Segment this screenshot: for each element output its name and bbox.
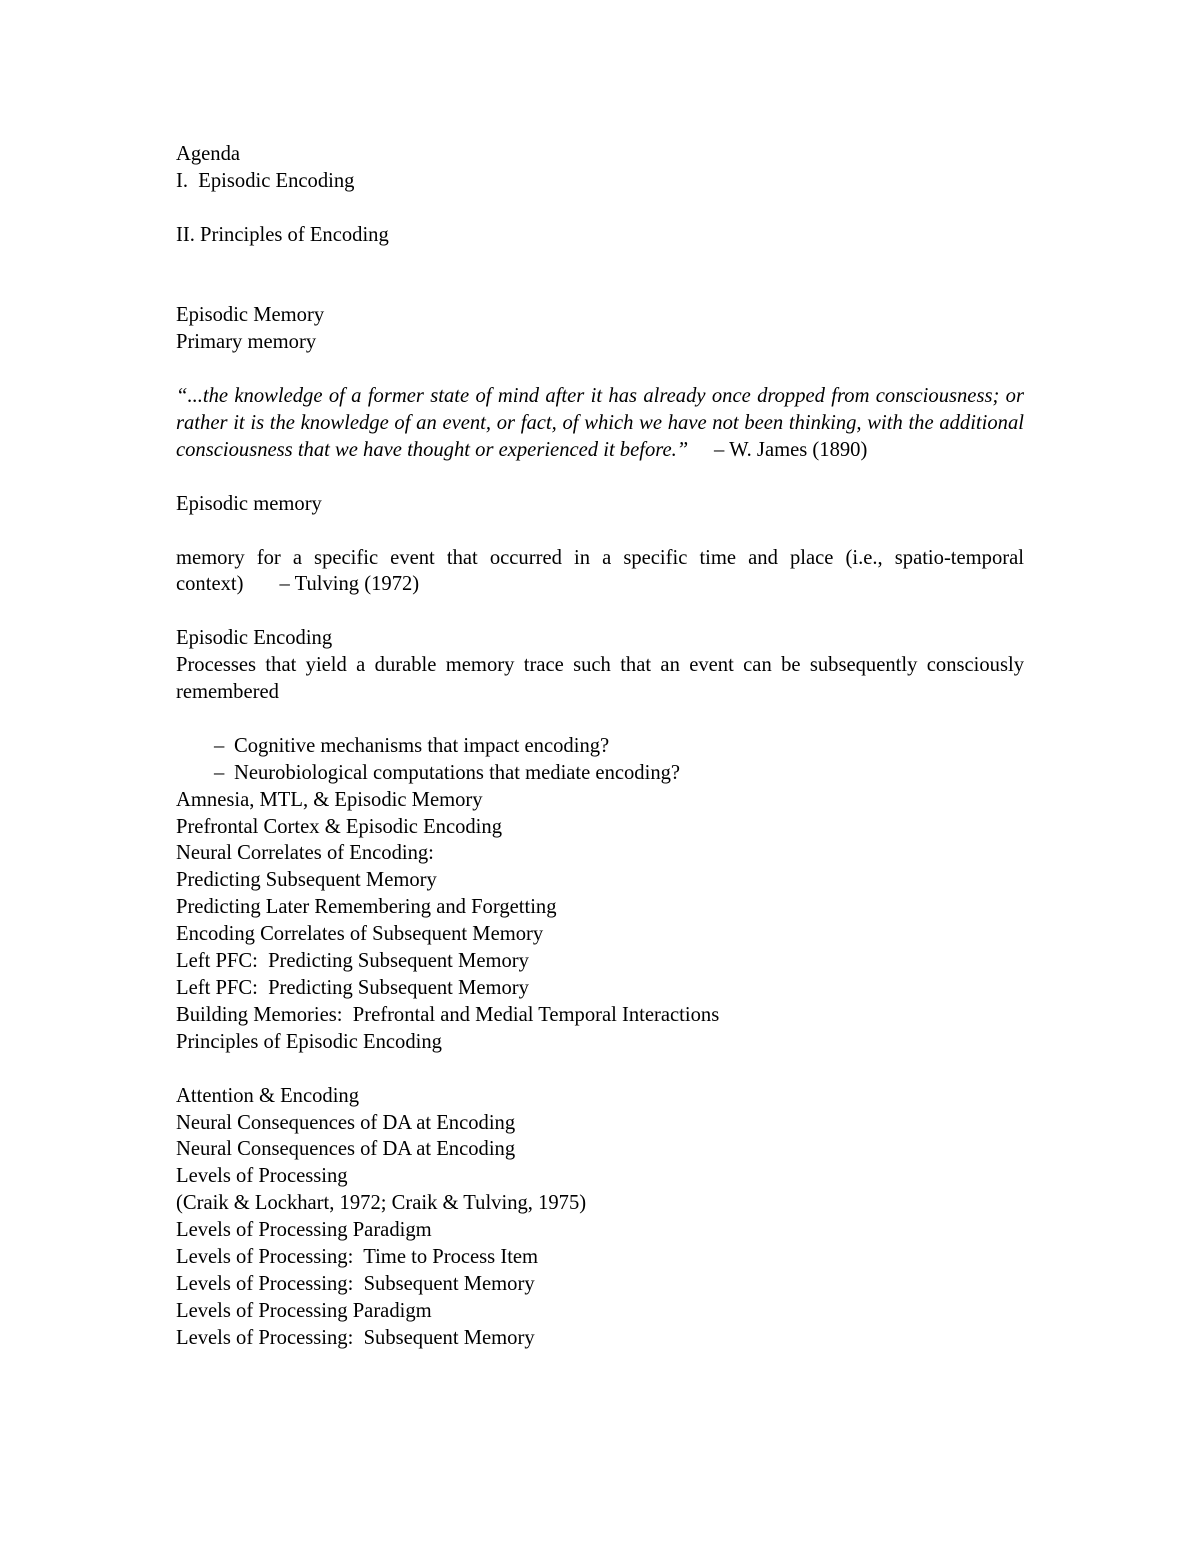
topic-line: Levels of Processing: Subsequent Memory [176, 1272, 535, 1295]
topic-line: Levels of Processing: Subsequent Memory [176, 1326, 535, 1349]
topic-line: Left PFC: Predicting Subsequent Memory [176, 976, 529, 999]
citation-line: (Craik & Lockhart, 1972; Craik & Tulving, 1975) [176, 1192, 587, 1215]
episodic-memory-heading: Episodic Memory [176, 304, 325, 327]
episodic-encoding-heading: Episodic Encoding [176, 627, 333, 650]
topic-line: Amnesia, MTL, & Episodic Memory [176, 788, 483, 811]
topic-line: Building Memories: Prefrontal and Medial Temporal Interactions [176, 1003, 720, 1026]
topic-line: Levels of Processing: Time to Process Item [176, 1246, 539, 1269]
bullet-text: Neurobiological computations that mediate encoding? [234, 761, 681, 784]
topic-line: Predicting Later Remembering and Forgetting [176, 896, 557, 919]
quote-text: “...the knowledge of a former state of mind after it has already once dropped from consciousness; or rather it is the knowledge of an event, or fact, of which we have not been thinking, with the additional consciousness that we have thought or experienced it before.” [176, 385, 1024, 461]
primary-memory-heading: Primary memory [176, 331, 317, 354]
topic-line: Principles of Episodic Encoding [176, 1030, 442, 1053]
agenda-item-2: II. Principles of Encoding [176, 223, 389, 246]
topic-line: Predicting Subsequent Memory [176, 869, 437, 892]
james-quote [176, 383, 1024, 464]
dash-marker: – [214, 734, 225, 757]
bullet-item [176, 733, 1024, 760]
quote-attribution: – W. James (1890) [714, 438, 868, 461]
bullet-item [176, 760, 1024, 787]
agenda-item-1: I. Episodic Encoding [176, 169, 355, 192]
dash-marker: – [214, 761, 225, 784]
definition-attribution: – Tulving (1972) [279, 573, 420, 596]
topic-line: Neural Correlates of Encoding: [176, 842, 434, 865]
topic-line: Attention & Encoding [176, 1084, 360, 1107]
topic-line: Left PFC: Predicting Subsequent Memory [176, 950, 529, 973]
topic-line: Encoding Correlates of Subsequent Memory [176, 923, 544, 946]
topic-line: Neural Consequences of DA at Encoding [176, 1138, 516, 1161]
episodic-encoding-description: Processes that yield a durable memory trace such that an event can be subsequently consciously remembered [176, 654, 1024, 704]
topic-line: Prefrontal Cortex & Episodic Encoding [176, 815, 503, 838]
document-body [176, 141, 1024, 1352]
definition-text: memory for a specific event that occurred in a specific time and place (i.e., spatio-temporal context) [176, 546, 1024, 596]
agenda-title: Agenda [176, 143, 241, 165]
topic-line: Levels of Processing Paradigm [176, 1299, 432, 1322]
episodic-memory-subheading: Episodic memory [176, 492, 322, 515]
bullet-text: Cognitive mechanisms that impact encoding? [234, 734, 610, 757]
topic-line: Levels of Processing [176, 1165, 348, 1188]
tulving-definition [176, 545, 1024, 599]
topic-line: Levels of Processing Paradigm [176, 1219, 432, 1242]
topic-line: Neural Consequences of DA at Encoding [176, 1111, 516, 1134]
